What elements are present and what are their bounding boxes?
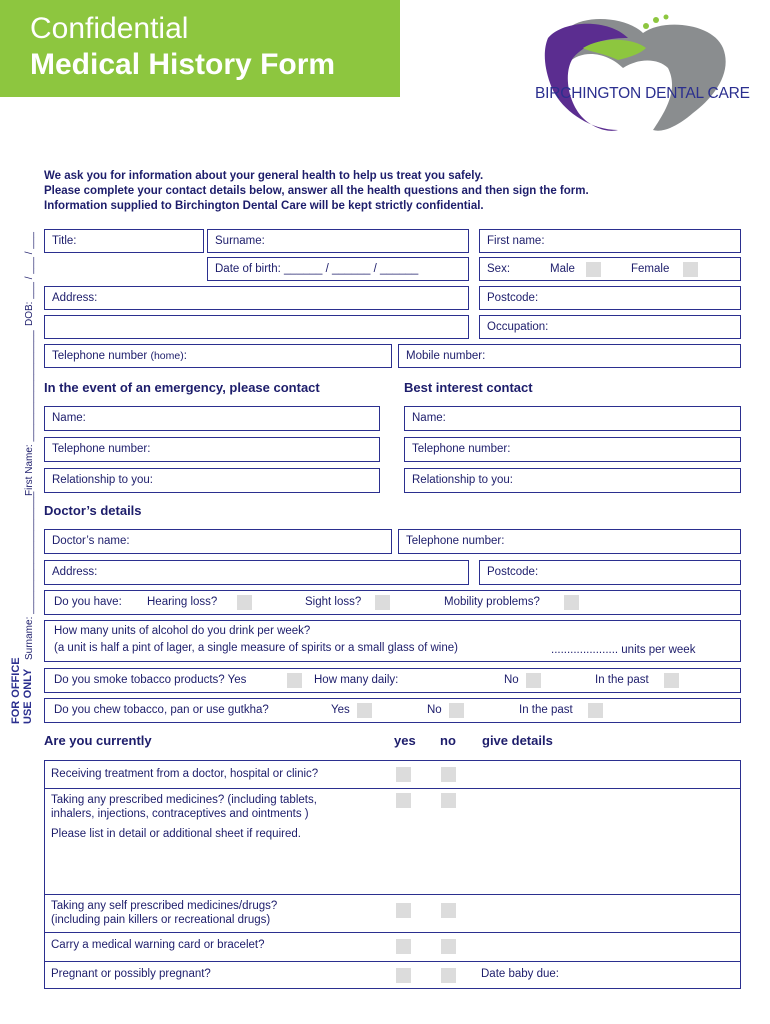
smoke-question: Do you smoke tobacco products? Yes [54, 674, 247, 686]
dob-field[interactable] [207, 257, 469, 281]
telephone-home-field[interactable] [44, 344, 392, 368]
doctor-postcode-label: Postcode: [487, 566, 539, 578]
logo-text: BIRCHINGTON DENTAL CARE [535, 85, 750, 102]
self-prescribed-note: (including pain killers or recreational drugs) [51, 914, 271, 926]
best-interest-name-label: Name: [412, 412, 446, 424]
treatment-question: Receiving treatment from a doctor, hospital or clinic? [51, 768, 319, 780]
dob-label: Date of birth: ______ / ______ / ______ [215, 263, 419, 275]
baby-due-label: Date baby due: [481, 968, 560, 980]
chew-row [44, 698, 741, 723]
mobile-label: Mobile number: [406, 350, 486, 362]
self-prescribed-yes-checkbox[interactable] [396, 903, 411, 918]
alcohol-note: (a unit is half a pint of lager, a single measure of spirits or a small glass of wine) [54, 642, 458, 654]
intro-line: Please complete your contact details below, answer all the health questions and then sign the form. [44, 185, 589, 197]
sight-loss-label: Sight loss? [305, 596, 362, 608]
emergency-telephone-field[interactable] [44, 437, 380, 462]
male-checkbox[interactable] [586, 262, 601, 277]
address-line2-field[interactable] [44, 315, 469, 339]
medicines-yes-checkbox[interactable] [396, 793, 411, 808]
smoke-daily-label: How many daily: [314, 674, 399, 686]
treatment-no-checkbox[interactable] [441, 767, 456, 782]
side-surname-label: Surname: ______________________ [24, 491, 35, 660]
sex-label: Sex: [487, 263, 511, 275]
smoke-yes-checkbox[interactable] [287, 673, 302, 688]
emergency-heading: In the event of an emergency, please contact [44, 380, 320, 395]
doctor-name-label: Doctor’s name: [52, 535, 130, 547]
best-interest-heading: Best interest contact [404, 380, 533, 395]
male-label: Male [550, 263, 575, 275]
intro-line: Information supplied to Birchington Dental Care will be kept strictly confidential. [44, 200, 484, 212]
alcohol-question: How many units of alcohol do you drink per week? [54, 625, 311, 637]
no-column-header: no [440, 733, 456, 748]
currently-heading: Are you currently [44, 733, 152, 748]
hearing-loss-label: Hearing loss? [147, 596, 218, 608]
best-interest-telephone-field[interactable] [404, 437, 741, 462]
office-line2: USE ONLY [22, 668, 34, 724]
header-title-line1: Confidential [30, 12, 189, 45]
emergency-telephone-label: Telephone number: [52, 443, 151, 455]
doctor-name-field[interactable] [44, 529, 392, 554]
medicines-question-line2: inhalers, injections, contraceptives and ointments ) [51, 808, 309, 820]
do-you-have-row [44, 590, 741, 615]
tooth-logo-icon [528, 8, 748, 138]
surname-label: Surname: [215, 235, 265, 247]
mobility-problems-checkbox[interactable] [564, 595, 579, 610]
address-field[interactable] [44, 286, 469, 310]
yes-column-header: yes [394, 733, 416, 748]
best-interest-name-field[interactable] [404, 406, 741, 431]
medicines-note: Please list in detail or additional sheet if required. [51, 828, 301, 840]
best-interest-telephone-label: Telephone number: [412, 443, 511, 455]
occupation-label: Occupation: [487, 321, 549, 333]
smoke-no-label: No [504, 674, 519, 686]
pregnant-no-checkbox[interactable] [441, 968, 456, 983]
alcohol-units-label: ..................... units per week [551, 644, 696, 656]
sex-field [479, 257, 741, 281]
chew-yes-checkbox[interactable] [357, 703, 372, 718]
alcohol-field[interactable] [44, 620, 741, 662]
best-interest-relationship-field[interactable] [404, 468, 741, 493]
address-label: Address: [52, 292, 98, 304]
surname-field[interactable] [207, 229, 469, 253]
side-first-name-label: First Name: ____________________ [24, 330, 35, 496]
row-divider [45, 961, 740, 962]
row-divider [45, 932, 740, 933]
postcode-field[interactable] [479, 286, 741, 310]
chew-past-label: In the past [519, 704, 573, 716]
currently-table [44, 760, 741, 989]
warning-card-yes-checkbox[interactable] [396, 939, 411, 954]
sight-loss-checkbox[interactable] [375, 595, 390, 610]
intro-text [44, 169, 589, 214]
do-you-have-label: Do you have: [54, 596, 122, 608]
emergency-relationship-label: Relationship to you: [52, 474, 154, 486]
mobile-field[interactable] [398, 344, 741, 368]
pregnant-question: Pregnant or possibly pregnant? [51, 968, 211, 980]
smoke-past-label: In the past [595, 674, 649, 686]
smoke-row [44, 668, 741, 693]
tel-home-text: Telephone number [52, 350, 148, 362]
chew-no-label: No [427, 704, 442, 716]
first-name-label: First name: [487, 235, 545, 247]
smoke-past-checkbox[interactable] [664, 673, 679, 688]
intro-line: We ask you for information about your general health to help us treat you safely. [44, 170, 484, 182]
female-checkbox[interactable] [683, 262, 698, 277]
hearing-loss-checkbox[interactable] [237, 595, 252, 610]
form-header [0, 0, 400, 97]
doctor-address-label: Address: [52, 566, 98, 578]
telephone-home-label [52, 350, 187, 362]
row-divider [45, 788, 740, 789]
chew-past-checkbox[interactable] [588, 703, 603, 718]
emergency-name-label: Name: [52, 412, 86, 424]
female-label: Female [631, 263, 670, 275]
chew-question: Do you chew tobacco, pan or use gutkha? [54, 704, 269, 716]
best-interest-relationship-label: Relationship to you: [412, 474, 514, 486]
postcode-label: Postcode: [487, 292, 539, 304]
occupation-field[interactable] [479, 315, 741, 339]
side-dob-label: DOB: ___ / ___ / ___ [24, 232, 35, 326]
smoke-no-checkbox[interactable] [526, 673, 541, 688]
tel-home-colon: : [183, 350, 187, 362]
doctor-postcode-field[interactable] [479, 560, 741, 585]
office-line1: FOR OFFICE [10, 657, 22, 724]
pregnant-yes-checkbox[interactable] [396, 968, 411, 983]
doctor-telephone-label: Telephone number: [406, 535, 505, 547]
chew-yes-label: Yes [331, 704, 350, 716]
doctor-telephone-field[interactable] [398, 529, 741, 554]
first-name-field[interactable] [479, 229, 741, 253]
doctor-address-field[interactable] [44, 560, 469, 585]
office-use-label [10, 657, 34, 724]
row-divider [45, 894, 740, 895]
treatment-yes-checkbox[interactable] [396, 767, 411, 782]
self-prescribed-question: Taking any self prescribed medicines/drugs? [51, 900, 278, 912]
mobility-problems-label: Mobility problems? [444, 596, 540, 608]
emergency-relationship-field[interactable] [44, 468, 380, 493]
header-title-line2: Medical History Form [30, 48, 336, 81]
self-prescribed-no-checkbox[interactable] [441, 903, 456, 918]
medicines-question: Taking any prescribed medicines? (including tablets, [51, 794, 317, 806]
warning-card-no-checkbox[interactable] [441, 939, 456, 954]
title-label: Title: [52, 235, 77, 247]
tel-home-sub: (home) [150, 350, 184, 362]
details-column-header: give details [482, 733, 553, 748]
emergency-name-field[interactable] [44, 406, 380, 431]
chew-no-checkbox[interactable] [449, 703, 464, 718]
doctor-heading: Doctor’s details [44, 503, 142, 518]
warning-card-question: Carry a medical warning card or bracelet? [51, 939, 265, 951]
title-field[interactable] [44, 229, 204, 253]
medicines-no-checkbox[interactable] [441, 793, 456, 808]
